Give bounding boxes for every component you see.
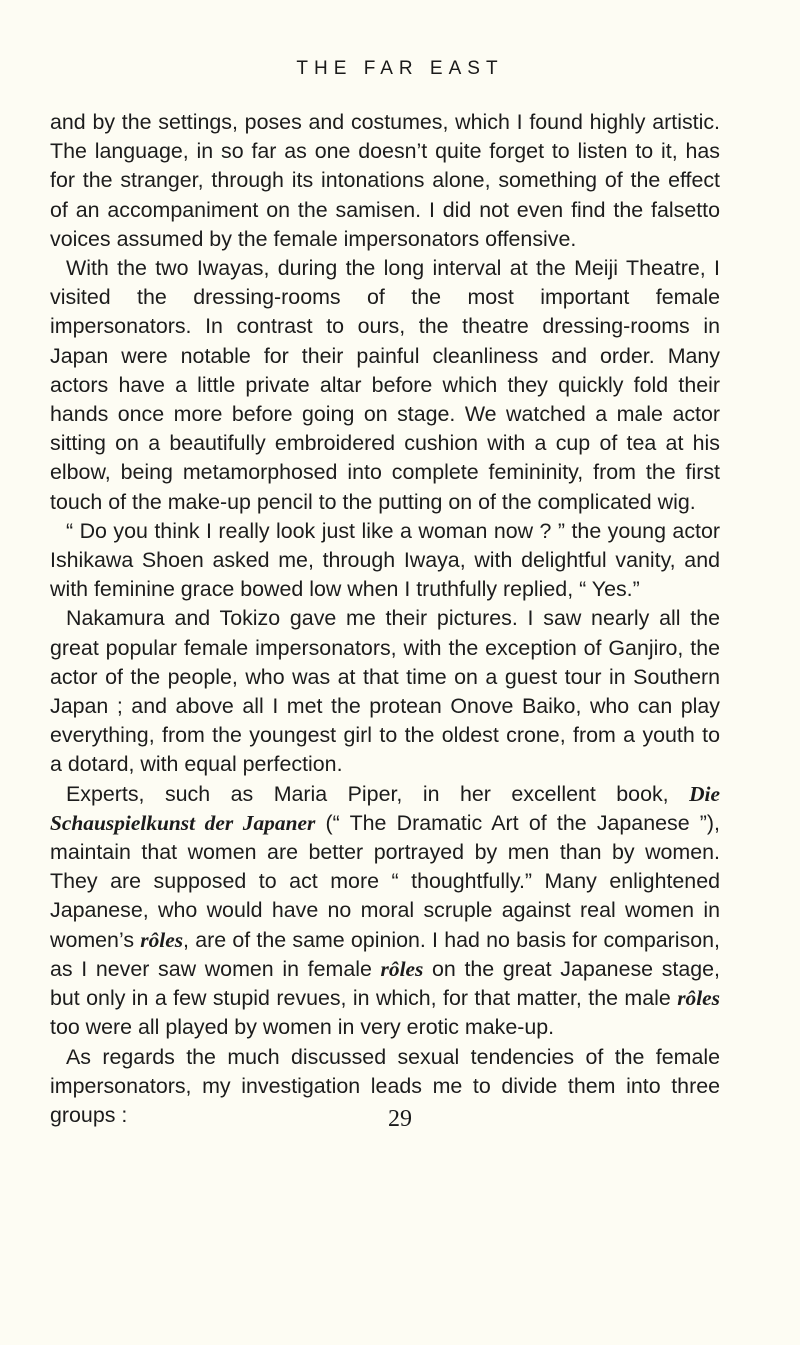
paragraph: and by the settings, poses and costumes, which I found highly artistic. The language, in so far as one doesn’t quite forget to listen to it, has for the stranger, through its intonations alone, something of the effect of an accompaniment on the samisen. I did not even find the falsetto voices assumed by the female impersonators offensive. <box>50 110 720 251</box>
text-run: too were all played by women in very erotic make-up. <box>50 1015 555 1040</box>
text-run: (“ The Dramatic Art of the Japanese ”), maintain that women are better portrayed by men than by women. They are supposed to act more “ thoughtfully.” Many enlightened Japanese, who would have no moral scruple against real women in women’s <box>50 810 720 952</box>
paragraph: Nakamura and Tokizo gave me their pictures. I saw nearly all the great popular female impersonators, with the exception of Ganjiro, the actor of the people, who was at that time on a guest tour in Southern Japan ; and above all I met the protean Onove Baiko, who can play everything, from the youngest girl to the oldest crone, from a youth to a dotard, with equal perfection. <box>50 606 720 777</box>
italic-run: rôles <box>140 927 184 952</box>
paragraph: With the two Iwayas, during the long interval at the Meiji Theatre, I visited the dressing-rooms of the most important female impersonators. In contrast to ours, the theatre dressing-rooms in Japan were notable for their painful cleanliness and order. Many actors have a little private altar before which they quickly fold their hands once more before going on stage. We watched a male actor sitting on a beautifully embroidered cushion with a cup of tea at his elbow, being metamorphosed into complete femininity, from the first touch of the make-up pencil to the putting on of the complicated wig. <box>50 256 720 514</box>
italic-run: Die Schauspielkunst der Japaner <box>50 781 720 835</box>
body-text <box>50 108 720 1130</box>
paragraph <box>50 780 720 1043</box>
italic-run: rôles <box>677 986 720 1011</box>
running-head: THE FAR EAST <box>296 58 504 79</box>
text-run: on the great Japanese stage, but only in a few stupid revues, in which, for that matter, the male <box>50 956 720 1011</box>
text-run: Experts, such as Maria Piper, in her excellent book, <box>66 781 690 806</box>
page-number: 29 <box>388 1106 412 1132</box>
paragraph: “ Do you think I really look just like a woman now ? ” the young actor Ishikawa Shoen asked me, through Iwaya, with delightful vanity, and with feminine grace bowed low when I truthfully replied, “ Yes.” <box>50 518 720 602</box>
italic-run: rôles <box>380 956 424 981</box>
paragraph: As regards the much discussed sexual tendencies of the female impersonators, my investigation leads me to divide them into three groups : <box>50 1044 720 1127</box>
text-run: , are of the same opinion. I had no basis for comparison, as I never saw women in female <box>50 927 720 981</box>
